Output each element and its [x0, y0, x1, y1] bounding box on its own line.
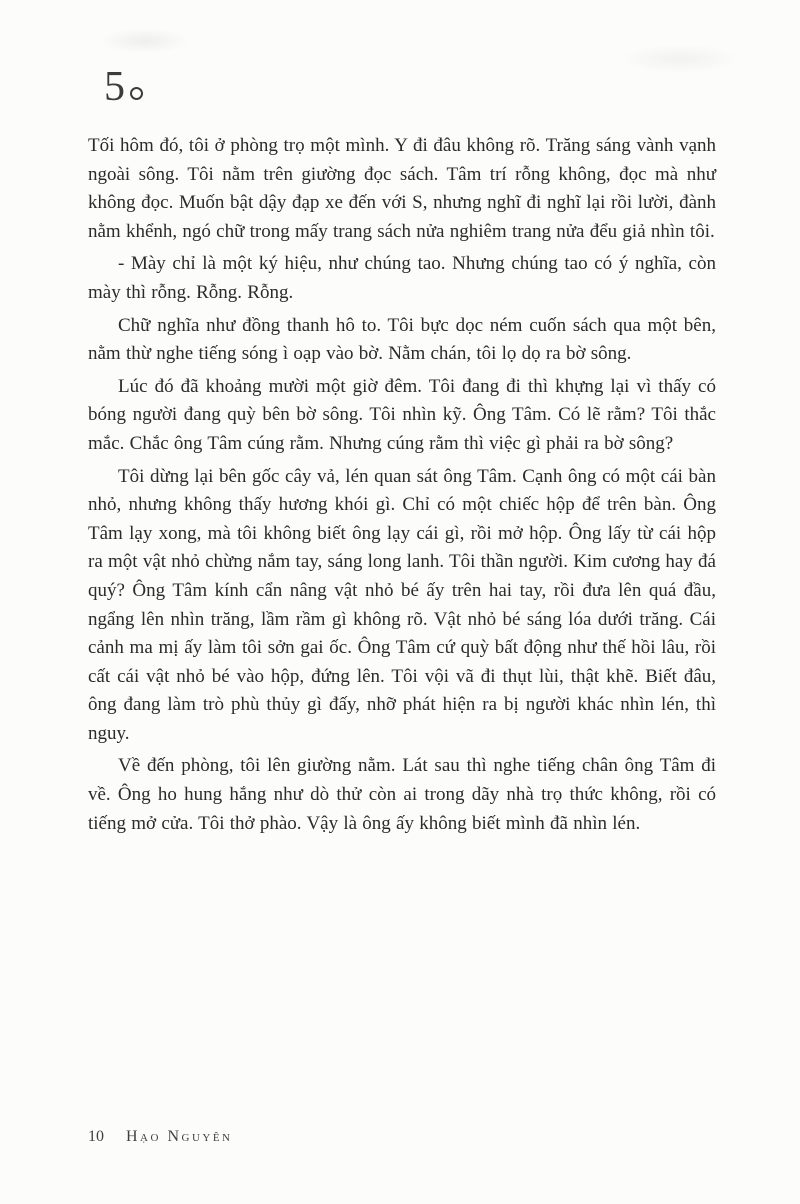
scan-smudge [100, 28, 190, 54]
page-footer [88, 1128, 233, 1146]
paragraph: Tối hôm đó, tôi ở phòng trọ một mình. Y đi đâu không rõ. Trăng sáng vành vạnh ngoài sông. Tôi nằm trên giường đọc sách. Tâm trí rỗng không, đọc mà như không đọc. Muốn bật dậy đạp xe đến với S, nhưng nghĩ đi nghĩ lại rồi lười, đành nằm khểnh, ngó chữ trong mấy trang sách nửa nghiêm trang nửa đểu giả nhìn tôi. [88, 135, 716, 242]
chapter-number: 5 [104, 64, 126, 110]
page-body [88, 132, 716, 838]
paragraph: Tôi dừng lại bên gốc cây vả, lén quan sát ông Tâm. Cạnh ông có một cái bàn nhỏ, nhưng không thấy hương khói gì. Chỉ có một chiếc hộp để trên bàn. Ông Tâm lạy xong, mà tôi không biết ông lạy cái gì, rồi mở hộp. Ông lấy từ cái hộp ra một vật nhỏ chừng nắm tay, sáng long lanh. Tôi thần người. Kim cương hay đá quý? Ông Tâm kính cẩn nâng vật nhỏ bé ấy trên hai tay, rồi đưa lên quá đầu, ngẩng lên nhìn trăng, lầm rầm gì không rõ. Vật nhỏ bé sáng lóa dưới trăng. Cái cảnh ma mị ấy làm tôi sởn gai ốc. Ông Tâm cứ quỳ bất động như thế hồi lâu, rồi cất cái vật nhỏ bé vào hộp, đứng lên. Tôi vội vã đi thụt lùi, thật khẽ. Biết đâu, ông đang làm trò phù thủy gì đấy, nhỡ phát hiện ra bị người khác nhìn lén, thì nguy. [88, 465, 716, 744]
chapter-period-ornament [130, 87, 143, 100]
chapter-heading [104, 66, 716, 108]
paragraph: Chữ nghĩa như đồng thanh hô to. Tôi bực dọc ném cuốn sách qua một bên, nằm thừ nghe tiếng sóng ì oạp vào bờ. Nằm chán, tôi lọ dọ ra bờ sông. [88, 314, 716, 365]
paragraph: - Mày chỉ là một ký hiệu, như chúng tao. Nhưng chúng tao có ý nghĩa, còn mày thì rỗng. Rỗng. Rỗng. [88, 253, 716, 303]
author-name: Hạo Nguyên [126, 1128, 233, 1145]
paragraph: Lúc đó đã khoảng mười một giờ đêm. Tôi đang đi thì khựng lại vì thấy có bóng người đang quỳ bên bờ sông. Tôi nhìn kỹ. Ông Tâm. Có lẽ rằm? Tôi thắc mắc. Chắc ông Tâm cúng rằm. Nhưng cúng rằm thì việc gì phải ra bờ sông? [88, 375, 716, 454]
paragraph: Về đến phòng, tôi lên giường nằm. Lát sau thì nghe tiếng chân ông Tâm đi về. Ông ho hung hắng như dò thử còn ai trong dãy nhà trọ thức không, rồi có tiếng mở cửa. Tôi thở phào. Vậy là ông ấy không biết mình đã nhìn lén. [88, 755, 716, 834]
page-number: 10 [88, 1128, 104, 1145]
